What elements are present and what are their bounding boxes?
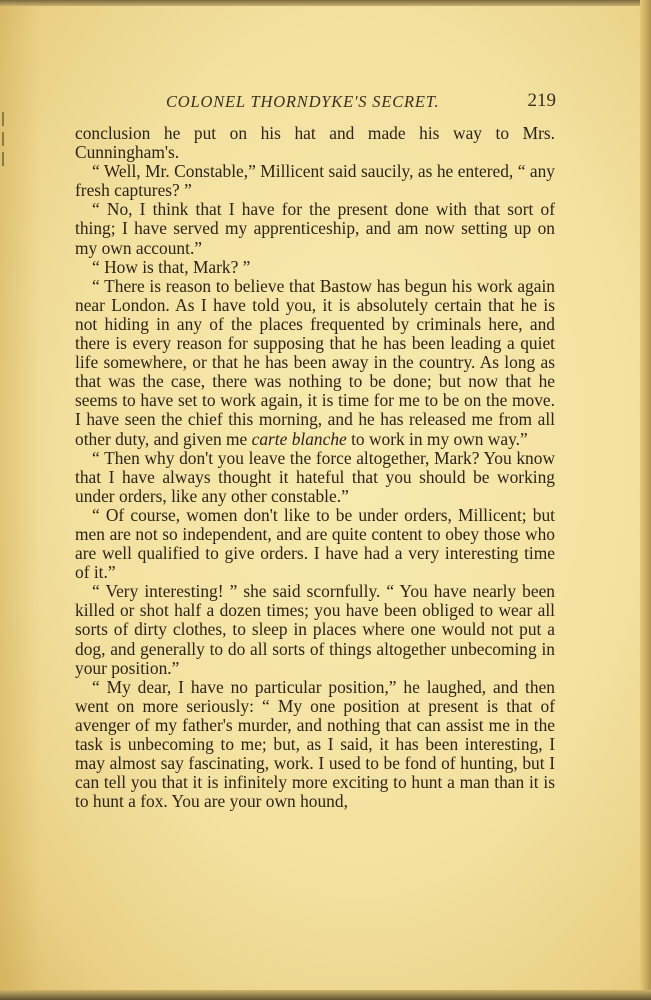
paragraph: [75, 277, 555, 449]
page-number: 219: [527, 90, 556, 111]
paragraph: conclusion he put on his hat and made his way to Mrs. Cunningham's.: [75, 123, 555, 163]
paragraph: “ How is that, Mark? ”: [92, 256, 251, 277]
running-header: [78, 90, 556, 116]
italic-phrase: carte blanche: [251, 428, 347, 449]
margin-mark: [2, 112, 4, 126]
paragraph: “ Very interesting! ” she said scornfully. “ You have nearly been killed or shot half a dozen times; you have been obliged to wear all sorts of dirty clothes, to sleep in places where one would not put a dog, and generally to do all sorts of things altogether unbecoming in your position.”: [75, 581, 555, 678]
running-title: COLONEL THORNDYKE'S SECRET.: [166, 92, 440, 111]
paragraph: “ Of course, women don't like to be under orders, Millicent; but men are not so independent, and are quite content to obey those who are well qualified to give orders. I have had a very interesting time of it.”: [75, 504, 555, 583]
body-text: [75, 124, 555, 811]
page-edge-stain: [0, 0, 40, 1000]
paragraph: “ Then why don't you leave the force altogether, Mark? You know that I have always thought it hateful that you should be working under orders, like any other constable.”: [75, 447, 555, 506]
paragraph-text: “ There is reason to believe that Bastow has begun his work again near London. As I have told you, it is absolutely certain that he is not hiding in any of the places frequented by criminals here, and there is every reason for supposing that he has been leading a quiet life somewhere, or that he has been away in the country. As long as that was the case, there was nothing to be done; but now that he seems to have set to work again, it is time for me to be on the move. I have seen the chief this morning, and he has released me from all other duty, and given me: [75, 275, 555, 449]
page-top-edge: [0, 0, 651, 6]
margin-mark: [2, 152, 4, 166]
paragraph: “ My dear, I have no particular position,” he laughed, and then went on more seriously: “ My one position at present is that of avenger of my father's murder, and nothing that can assist me in the task is unbecoming to me; but, as I said, it has been interesting, I may almost say fascinating, work. I used to be fond of hunting, but I can tell you that it is infinitely more exciting to hunt a man than it is to hunt a fox. You are your own hound,: [75, 676, 555, 812]
paragraph: “ Well, Mr. Constable,” Millicent said saucily, as he entered, “ any fresh captures? ”: [75, 161, 555, 201]
page-right-edge: [640, 0, 651, 1000]
paragraph-text: to work in my own way.”: [346, 428, 528, 449]
paragraph: “ No, I think that I have for the present done with that sort of thing; I have served my apprenticeship, and am now setting up on my own account.”: [75, 199, 555, 258]
page-bottom-edge: [0, 990, 651, 1000]
margin-mark: [2, 132, 4, 146]
